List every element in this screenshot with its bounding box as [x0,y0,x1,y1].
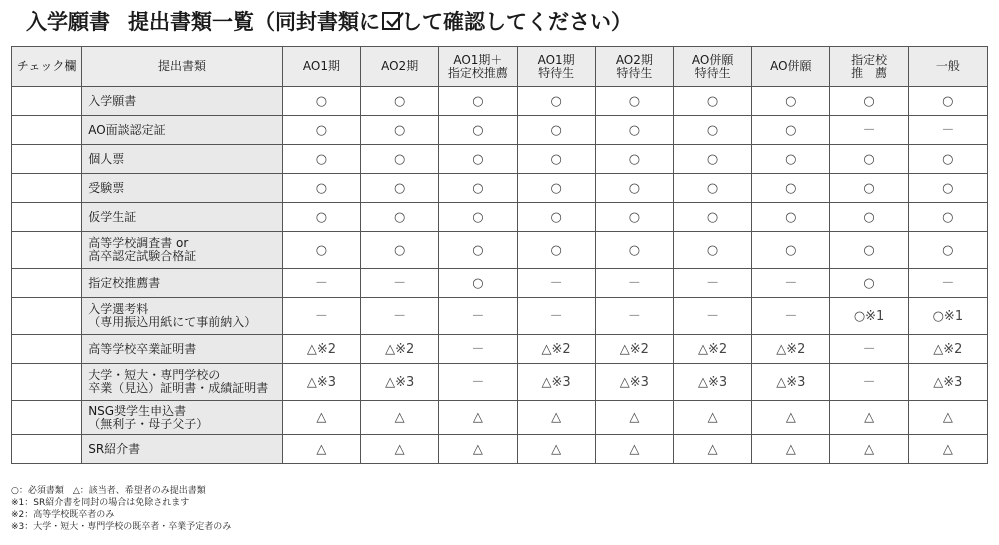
table-row [12,298,988,335]
requirement-mark: △ [595,401,673,435]
requirement-mark: ○ [361,174,439,203]
requirement-mark: ○ [595,87,673,116]
check-cell[interactable] [12,335,82,364]
requirement-mark: △ [361,401,439,435]
check-cell[interactable] [12,203,82,232]
header-check-column: チェック欄 [12,47,82,87]
note-3: ※3：大学・短大・専門学校の既卒者・卒業予定者のみ [11,522,232,532]
table-header-row [12,47,988,87]
requirement-mark: △※3 [361,364,439,401]
requirement-mark: ○ [517,116,595,145]
requirement-mark: △※2 [517,335,595,364]
requirement-mark: △ [752,401,830,435]
requirement-mark: ○ [752,203,830,232]
requirement-mark: ○ [282,116,360,145]
header-category: AO2期 特待生 [595,47,673,87]
document-name: 仮学生証 [82,203,283,232]
requirement-mark: ○ [439,116,517,145]
requirement-mark: ○ [752,174,830,203]
requirement-mark: △ [282,401,360,435]
checked-box-icon [382,12,400,30]
requirement-mark: ○※1 [830,298,908,335]
requirement-mark: － [752,298,830,335]
requirement-mark: ○ [830,174,908,203]
requirement-mark: ○ [439,87,517,116]
document-name: 指定校推薦書 [82,269,283,298]
header-category: 一般 [908,47,987,87]
requirement-mark: － [752,269,830,298]
check-cell[interactable] [12,232,82,269]
requirement-mark: － [361,269,439,298]
table-row [12,269,988,298]
requirement-mark: ○ [282,232,360,269]
check-cell[interactable] [12,401,82,435]
requirement-mark: － [439,298,517,335]
requirement-mark: － [673,298,751,335]
check-cell[interactable] [12,87,82,116]
table-row [12,435,988,464]
requirement-mark: △ [595,435,673,464]
requirement-mark: △※3 [752,364,830,401]
title-main: 入学願書 [26,10,110,34]
table-row [12,87,988,116]
requirement-mark: ○ [439,203,517,232]
requirement-mark: － [282,269,360,298]
requirement-mark: ○ [282,203,360,232]
document-name: 受験票 [82,174,283,203]
notes [11,485,231,533]
document-name: 入学願書 [82,87,283,116]
requirement-mark: △ [908,435,987,464]
document-name: SR紹介書 [82,435,283,464]
table-row [12,335,988,364]
requirement-mark: ○ [517,87,595,116]
requirement-mark: ○ [361,145,439,174]
requirement-mark: △ [673,401,751,435]
requirement-mark: △ [517,435,595,464]
requirement-mark: ○ [673,174,751,203]
requirement-mark: ○ [908,174,987,203]
requirement-mark: ○ [830,232,908,269]
requirement-mark: △ [908,401,987,435]
requirement-mark: － [830,116,908,145]
header-category: AO1期 特待生 [517,47,595,87]
requirement-mark: ○ [361,203,439,232]
document-name: 入学選考料 （専用振込用紙にて事前納入） [82,298,283,335]
requirement-mark: ○ [752,145,830,174]
requirement-mark: ○ [439,145,517,174]
title-sub: 提出書類一覧（同封書類に [128,10,380,34]
requirement-mark: ○ [517,174,595,203]
requirement-mark: ○ [673,87,751,116]
requirement-mark: － [361,298,439,335]
requirement-mark: ○ [595,116,673,145]
requirement-mark: △ [517,401,595,435]
document-name: 高等学校卒業証明書 [82,335,283,364]
table-row [12,203,988,232]
check-cell[interactable] [12,145,82,174]
requirement-mark: △ [830,435,908,464]
document-name: AO面談認定証 [82,116,283,145]
requirement-mark: ○ [439,269,517,298]
requirement-mark: － [595,269,673,298]
requirement-mark: △※2 [361,335,439,364]
requirement-mark: △※2 [673,335,751,364]
check-cell[interactable] [12,298,82,335]
check-cell[interactable] [12,269,82,298]
requirement-mark: － [282,298,360,335]
requirement-mark: △ [439,401,517,435]
requirement-mark: － [830,364,908,401]
check-cell[interactable] [12,364,82,401]
requirement-mark: △※3 [908,364,987,401]
requirement-mark: ○ [361,116,439,145]
requirement-mark: ○ [908,87,987,116]
requirement-mark: ○ [673,116,751,145]
requirement-mark: ○ [282,145,360,174]
requirement-mark: ○ [361,87,439,116]
requirement-mark: ○ [361,232,439,269]
header-category: 指定校 推 薦 [830,47,908,87]
requirement-mark: △ [673,435,751,464]
document-name: 高等学校調査書 or 高卒認定試験合格証 [82,232,283,269]
check-cell[interactable] [12,435,82,464]
document-name: 個人票 [82,145,283,174]
requirement-mark: △※2 [752,335,830,364]
requirement-mark: △※2 [282,335,360,364]
requirement-mark: ○ [673,145,751,174]
requirement-mark: ○ [282,87,360,116]
requirement-mark: ○ [517,145,595,174]
title-sub-end: して確認してください） [401,10,632,34]
requirement-mark: △ [830,401,908,435]
requirement-mark: － [908,269,987,298]
requirement-mark: － [517,269,595,298]
table-row [12,174,988,203]
requirement-mark: － [517,298,595,335]
requirement-mark: ○ [595,203,673,232]
requirement-mark: △ [752,435,830,464]
requirement-mark: ○ [830,145,908,174]
note-1: ※1：SR紹介書を同封の場合は免除されます [11,498,190,508]
requirement-mark: ○ [439,232,517,269]
check-cell[interactable] [12,174,82,203]
requirement-mark: ○ [908,203,987,232]
requirement-mark: ○ [752,232,830,269]
header-category: AO併願 [752,47,830,87]
requirement-mark: △ [282,435,360,464]
requirement-mark: △※3 [282,364,360,401]
document-name: 大学・短大・専門学校の 卒業（見込）証明書・成績証明書 [82,364,283,401]
requirement-mark: △※2 [595,335,673,364]
requirement-mark: ○ [830,269,908,298]
requirement-mark: ○ [282,174,360,203]
requirement-mark: － [830,335,908,364]
table-row [12,232,988,269]
requirement-mark: ○※1 [908,298,987,335]
requirement-mark: ○ [673,232,751,269]
requirement-mark: ○ [830,203,908,232]
page-title [26,6,632,36]
header-document-column: 提出書類 [82,47,283,87]
requirement-mark: △※2 [908,335,987,364]
requirement-mark: － [439,335,517,364]
requirement-mark: － [595,298,673,335]
requirement-mark: ○ [673,203,751,232]
table-row [12,116,988,145]
requirement-mark: － [673,269,751,298]
header-category: AO1期 [282,47,360,87]
requirement-mark: ○ [439,174,517,203]
documents-table [11,46,988,464]
requirement-mark: △※3 [673,364,751,401]
header-category: AO1期＋ 指定校推薦 [439,47,517,87]
requirement-mark: ○ [908,232,987,269]
requirement-mark: ○ [908,145,987,174]
requirement-mark: △※3 [517,364,595,401]
requirement-mark: ○ [752,87,830,116]
note-legend: ○：必須書類 △：該当者、希望者のみ提出書類 [11,486,206,496]
table-row [12,364,988,401]
requirement-mark: ○ [517,232,595,269]
table-row [12,145,988,174]
header-category: AO2期 [361,47,439,87]
requirement-mark: ○ [517,203,595,232]
note-2: ※2：高等学校既卒者のみ [11,510,115,520]
requirement-mark: ○ [595,232,673,269]
table-row [12,401,988,435]
requirement-mark: ○ [752,116,830,145]
requirement-mark: △ [439,435,517,464]
requirement-mark: ○ [830,87,908,116]
document-name: NSG奨学生申込書 （無利子・母子父子） [82,401,283,435]
check-cell[interactable] [12,116,82,145]
requirement-mark: △ [361,435,439,464]
requirement-mark: ○ [595,145,673,174]
requirement-mark: △※3 [595,364,673,401]
requirement-mark: ○ [595,174,673,203]
header-category: AO併願 特待生 [673,47,751,87]
requirement-mark: － [439,364,517,401]
requirement-mark: － [908,116,987,145]
